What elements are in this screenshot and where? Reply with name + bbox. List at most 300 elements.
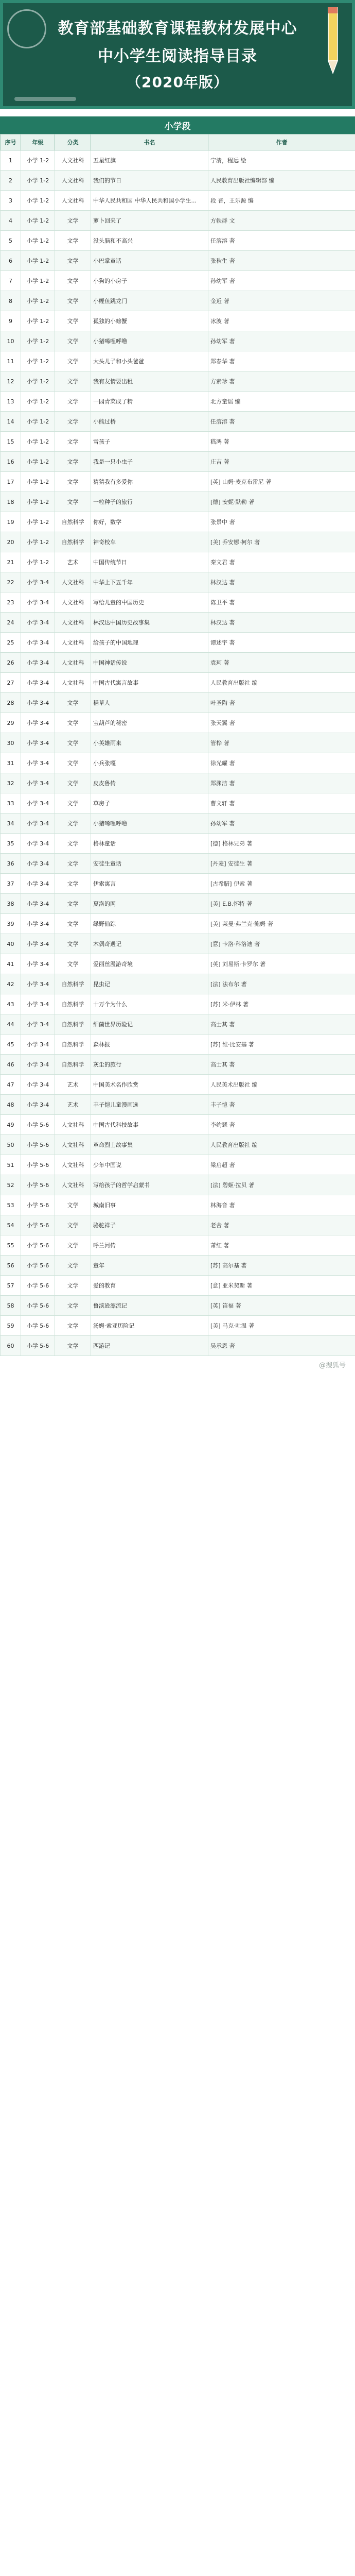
row-number: 46 xyxy=(1,1055,21,1075)
row-category: 人文社科 xyxy=(55,673,91,693)
table-row xyxy=(1,613,355,633)
row-grade: 小学 5-6 xyxy=(21,1276,55,1296)
row-category: 文学 xyxy=(55,1215,91,1235)
table-row xyxy=(1,251,355,271)
row-book-title: 孤独的小螃蟹 xyxy=(91,311,208,331)
book-list-table xyxy=(0,134,355,1356)
row-category: 文学 xyxy=(55,894,91,914)
row-number: 16 xyxy=(1,452,21,472)
row-category: 艺术 xyxy=(55,1095,91,1115)
row-number: 10 xyxy=(1,331,21,351)
row-category: 人文社科 xyxy=(55,572,91,592)
table-row xyxy=(1,1095,355,1115)
row-book-title: 没头脑和不高兴 xyxy=(91,231,208,251)
row-grade: 小学 3-4 xyxy=(21,994,55,1014)
row-number: 57 xyxy=(1,1276,21,1296)
row-author: 方素珍 著 xyxy=(208,371,355,392)
row-book-title: 大头儿子和小头爸爸 xyxy=(91,351,208,371)
row-author: 高士其 著 xyxy=(208,1055,355,1075)
row-number: 25 xyxy=(1,633,21,653)
row-author: 孙幼军 著 xyxy=(208,814,355,834)
row-author: 萧红 著 xyxy=(208,1235,355,1256)
row-book-title: 伊索寓言 xyxy=(91,874,208,894)
table-row xyxy=(1,673,355,693)
row-author: 郑春华 著 xyxy=(208,351,355,371)
row-author: [美] 莱曼·弗兰克·鲍姆 著 xyxy=(208,914,355,934)
row-number: 2 xyxy=(1,171,21,191)
row-grade: 小学 1-2 xyxy=(21,171,55,191)
table-row xyxy=(1,512,355,532)
table-row xyxy=(1,150,355,171)
row-category: 文学 xyxy=(55,412,91,432)
row-category: 文学 xyxy=(55,793,91,814)
row-author: 庄吉 著 xyxy=(208,452,355,472)
row-book-title: 细菌世界历险记 xyxy=(91,1014,208,1035)
row-number: 7 xyxy=(1,271,21,291)
row-author: [美] E.B.怀特 著 xyxy=(208,894,355,914)
row-category: 人文社科 xyxy=(55,1135,91,1155)
row-category: 文学 xyxy=(55,814,91,834)
row-number: 17 xyxy=(1,472,21,492)
row-category: 艺术 xyxy=(55,1075,91,1095)
row-category: 人文社科 xyxy=(55,171,91,191)
table-row xyxy=(1,633,355,653)
row-category: 人文社科 xyxy=(55,1115,91,1135)
row-author: [法] 法布尔 著 xyxy=(208,974,355,994)
row-number: 13 xyxy=(1,392,21,412)
row-book-title: 雪孩子 xyxy=(91,432,208,452)
row-grade: 小学 3-4 xyxy=(21,592,55,613)
table-row xyxy=(1,331,355,351)
row-grade: 小学 5-6 xyxy=(21,1336,55,1356)
row-book-title: 我们的节日 xyxy=(91,171,208,191)
row-grade: 小学 3-4 xyxy=(21,814,55,834)
row-category: 文学 xyxy=(55,834,91,854)
row-category: 文学 xyxy=(55,432,91,452)
row-book-title: 爱的教育 xyxy=(91,1276,208,1296)
table-row xyxy=(1,552,355,572)
row-book-title: 小鲤鱼跳龙门 xyxy=(91,291,208,311)
row-book-title: 木偶奇遇记 xyxy=(91,934,208,954)
row-grade: 小学 1-2 xyxy=(21,492,55,512)
row-number: 30 xyxy=(1,733,21,753)
table-row xyxy=(1,1055,355,1075)
row-book-title: 骆驼祥子 xyxy=(91,1215,208,1235)
row-author: [英] 笛福 著 xyxy=(208,1296,355,1316)
row-author: [丹麦] 安徒生 著 xyxy=(208,854,355,874)
row-category: 文学 xyxy=(55,934,91,954)
row-number: 59 xyxy=(1,1316,21,1336)
row-number: 1 xyxy=(1,150,21,171)
table-row xyxy=(1,894,355,914)
row-number: 23 xyxy=(1,592,21,613)
table-row xyxy=(1,1115,355,1135)
row-number: 9 xyxy=(1,311,21,331)
row-number: 42 xyxy=(1,974,21,994)
row-category: 文学 xyxy=(55,452,91,472)
row-number: 20 xyxy=(1,532,21,552)
row-author: 林汉达 著 xyxy=(208,572,355,592)
row-grade: 小学 1-2 xyxy=(21,211,55,231)
row-number: 4 xyxy=(1,211,21,231)
row-number: 37 xyxy=(1,874,21,894)
row-number: 22 xyxy=(1,572,21,592)
row-book-title: 城南旧事 xyxy=(91,1195,208,1215)
row-grade: 小学 3-4 xyxy=(21,1075,55,1095)
chalk-circle-decoration xyxy=(7,9,46,48)
row-category: 人文社科 xyxy=(55,633,91,653)
row-author: [德] 格林兄弟 著 xyxy=(208,834,355,854)
row-grade: 小学 3-4 xyxy=(21,613,55,633)
table-row xyxy=(1,1215,355,1235)
row-author: 叶圣陶 著 xyxy=(208,693,355,713)
row-category: 人文社科 xyxy=(55,1175,91,1195)
row-grade: 小学 1-2 xyxy=(21,331,55,351)
row-number: 21 xyxy=(1,552,21,572)
row-author: [意] 亚米契斯 著 xyxy=(208,1276,355,1296)
table-row xyxy=(1,753,355,773)
row-category: 人文社科 xyxy=(55,191,91,211)
row-category: 文学 xyxy=(55,954,91,974)
row-category: 艺术 xyxy=(55,552,91,572)
table-row xyxy=(1,1014,355,1035)
row-category: 文学 xyxy=(55,693,91,713)
row-grade: 小学 1-2 xyxy=(21,191,55,211)
row-book-title: 林汉达中国历史故事集 xyxy=(91,613,208,633)
row-number: 14 xyxy=(1,412,21,432)
row-book-title: 皮皮鲁传 xyxy=(91,773,208,793)
row-book-title: 五星红旗 xyxy=(91,150,208,171)
row-grade: 小学 1-2 xyxy=(21,512,55,532)
row-author: 张景中 著 xyxy=(208,512,355,532)
row-grade: 小学 5-6 xyxy=(21,1215,55,1235)
row-author: 谭述宇 著 xyxy=(208,633,355,653)
row-number: 39 xyxy=(1,914,21,934)
row-category: 文学 xyxy=(55,753,91,773)
row-book-title: 爱丽丝漫游奇境 xyxy=(91,954,208,974)
row-category: 文学 xyxy=(55,492,91,512)
row-grade: 小学 1-2 xyxy=(21,532,55,552)
table-row xyxy=(1,653,355,673)
table-row xyxy=(1,572,355,592)
row-book-title: 中国古代科技故事 xyxy=(91,1115,208,1135)
row-grade: 小学 3-4 xyxy=(21,733,55,753)
row-number: 15 xyxy=(1,432,21,452)
row-book-title: 中华人民共和国 中华人民共和国小学生... xyxy=(91,191,208,211)
row-book-title: 猜猜我有多爱你 xyxy=(91,472,208,492)
row-grade: 小学 1-2 xyxy=(21,552,55,572)
row-grade: 小学 3-4 xyxy=(21,713,55,733)
row-author: 孙幼军 著 xyxy=(208,271,355,291)
row-book-title: 汤姆·索亚历险记 xyxy=(91,1316,208,1336)
row-author: 方轶群 文 xyxy=(208,211,355,231)
row-author: [意] 卡洛·科洛迪 著 xyxy=(208,934,355,954)
row-number: 56 xyxy=(1,1256,21,1276)
table-row xyxy=(1,191,355,211)
column-header-author: 作者 xyxy=(208,134,355,150)
row-grade: 小学 5-6 xyxy=(21,1296,55,1316)
row-book-title: 中国古代寓言故事 xyxy=(91,673,208,693)
row-category: 自然科学 xyxy=(55,1014,91,1035)
row-author: 陈卫平 著 xyxy=(208,592,355,613)
row-author: [英] 刘易斯·卡罗尔 著 xyxy=(208,954,355,974)
row-number: 55 xyxy=(1,1235,21,1256)
row-category: 文学 xyxy=(55,1276,91,1296)
row-grade: 小学 3-4 xyxy=(21,1014,55,1035)
row-author: 高士其 著 xyxy=(208,1014,355,1035)
row-category: 文学 xyxy=(55,713,91,733)
row-number: 43 xyxy=(1,994,21,1014)
row-grade: 小学 3-4 xyxy=(21,753,55,773)
row-number: 50 xyxy=(1,1135,21,1155)
table-row xyxy=(1,954,355,974)
row-category: 文学 xyxy=(55,231,91,251)
row-category: 文学 xyxy=(55,1235,91,1256)
row-number: 8 xyxy=(1,291,21,311)
row-grade: 小学 3-4 xyxy=(21,673,55,693)
row-grade: 小学 1-2 xyxy=(21,271,55,291)
row-book-title: 宝葫芦的秘密 xyxy=(91,713,208,733)
row-grade: 小学 3-4 xyxy=(21,1035,55,1055)
row-category: 人文社科 xyxy=(55,653,91,673)
row-grade: 小学 1-2 xyxy=(21,351,55,371)
row-author: 张秋生 著 xyxy=(208,251,355,271)
row-grade: 小学 3-4 xyxy=(21,793,55,814)
row-category: 文学 xyxy=(55,291,91,311)
row-book-title: 夏洛的网 xyxy=(91,894,208,914)
table-row xyxy=(1,1235,355,1256)
row-grade: 小学 3-4 xyxy=(21,834,55,854)
row-number: 32 xyxy=(1,773,21,793)
row-category: 文学 xyxy=(55,1195,91,1215)
row-author: 曹文轩 著 xyxy=(208,793,355,814)
table-row xyxy=(1,392,355,412)
row-author: [美] 马克·吐温 著 xyxy=(208,1316,355,1336)
row-category: 文学 xyxy=(55,251,91,271)
row-number: 11 xyxy=(1,351,21,371)
row-book-title: 格林童话 xyxy=(91,834,208,854)
row-book-title: 中华上下五千年 xyxy=(91,572,208,592)
row-number: 51 xyxy=(1,1155,21,1175)
row-grade: 小学 1-2 xyxy=(21,432,55,452)
column-header-number: 序号 xyxy=(1,134,21,150)
table-row xyxy=(1,974,355,994)
row-category: 文学 xyxy=(55,211,91,231)
row-category: 文学 xyxy=(55,1316,91,1336)
table-row xyxy=(1,532,355,552)
row-book-title: 革命烈士故事集 xyxy=(91,1135,208,1155)
row-author: 任溶溶 著 xyxy=(208,412,355,432)
row-book-title: 小英雄雨来 xyxy=(91,733,208,753)
row-category: 文学 xyxy=(55,271,91,291)
row-book-title: 中国神话传说 xyxy=(91,653,208,673)
row-author: 老舍 著 xyxy=(208,1215,355,1235)
row-book-title: 神奇校车 xyxy=(91,532,208,552)
row-book-title: 昆虫记 xyxy=(91,974,208,994)
table-row xyxy=(1,452,355,472)
row-author: 嵇鸿 著 xyxy=(208,432,355,452)
row-author: 金近 著 xyxy=(208,291,355,311)
row-author: 人民美术出版社 编 xyxy=(208,1075,355,1095)
row-category: 文学 xyxy=(55,351,91,371)
row-category: 自然科学 xyxy=(55,1035,91,1055)
row-author: 人民教育出版社编辑部 编 xyxy=(208,171,355,191)
row-author: 管桦 著 xyxy=(208,733,355,753)
section-title: 小学段 xyxy=(164,121,191,132)
row-grade: 小学 1-2 xyxy=(21,392,55,412)
column-header-title: 书名 xyxy=(91,134,208,150)
chalk-decoration xyxy=(14,97,76,101)
table-row xyxy=(1,1035,355,1055)
footer-area xyxy=(0,1356,355,1377)
row-author: 丰子恺 著 xyxy=(208,1095,355,1115)
table-row xyxy=(1,713,355,733)
row-grade: 小学 3-4 xyxy=(21,914,55,934)
table-row xyxy=(1,874,355,894)
row-grade: 小学 1-2 xyxy=(21,412,55,432)
row-category: 自然科学 xyxy=(55,512,91,532)
table-row xyxy=(1,211,355,231)
row-grade: 小学 1-2 xyxy=(21,371,55,392)
row-category: 文学 xyxy=(55,1296,91,1316)
row-number: 47 xyxy=(1,1075,21,1095)
table-row xyxy=(1,592,355,613)
row-book-title: 小猪唏哩呼噜 xyxy=(91,331,208,351)
row-category: 文学 xyxy=(55,371,91,392)
row-grade: 小学 1-2 xyxy=(21,231,55,251)
row-number: 31 xyxy=(1,753,21,773)
row-grade: 小学 3-4 xyxy=(21,572,55,592)
row-number: 36 xyxy=(1,854,21,874)
page-header xyxy=(0,0,355,109)
table-row xyxy=(1,291,355,311)
row-grade: 小学 3-4 xyxy=(21,874,55,894)
row-number: 6 xyxy=(1,251,21,271)
table-row xyxy=(1,1075,355,1095)
row-number: 58 xyxy=(1,1296,21,1316)
row-category: 文学 xyxy=(55,733,91,753)
row-number: 38 xyxy=(1,894,21,914)
row-book-title: 萝卜回来了 xyxy=(91,211,208,231)
table-row xyxy=(1,773,355,793)
row-grade: 小学 3-4 xyxy=(21,653,55,673)
row-grade: 小学 3-4 xyxy=(21,974,55,994)
row-book-title: 小熊过桥 xyxy=(91,412,208,432)
row-category: 文学 xyxy=(55,472,91,492)
row-author: 任溶溶 著 xyxy=(208,231,355,251)
table-row xyxy=(1,934,355,954)
table-row xyxy=(1,814,355,834)
table-header-row xyxy=(1,134,355,150)
row-book-title: 呼兰河传 xyxy=(91,1235,208,1256)
row-number: 54 xyxy=(1,1215,21,1235)
row-author: 宁清，程远 绘 xyxy=(208,150,355,171)
row-book-title: 鲁滨逊漂流记 xyxy=(91,1296,208,1316)
row-number: 35 xyxy=(1,834,21,854)
row-category: 文学 xyxy=(55,392,91,412)
table-row xyxy=(1,472,355,492)
row-book-title: 小狗的小房子 xyxy=(91,271,208,291)
table-row xyxy=(1,854,355,874)
row-category: 自然科学 xyxy=(55,532,91,552)
table-row xyxy=(1,432,355,452)
row-category: 文学 xyxy=(55,914,91,934)
row-author: 冰波 著 xyxy=(208,311,355,331)
row-grade: 小学 5-6 xyxy=(21,1135,55,1155)
row-grade: 小学 5-6 xyxy=(21,1256,55,1276)
table-row xyxy=(1,371,355,392)
row-number: 19 xyxy=(1,512,21,532)
row-number: 26 xyxy=(1,653,21,673)
table-row xyxy=(1,1135,355,1155)
row-number: 29 xyxy=(1,713,21,733)
row-grade: 小学 3-4 xyxy=(21,1095,55,1115)
row-book-title: 你好，数学 xyxy=(91,512,208,532)
row-category: 人文社科 xyxy=(55,1155,91,1175)
row-grade: 小学 1-2 xyxy=(21,472,55,492)
row-number: 24 xyxy=(1,613,21,633)
row-author: 郑渊洁 著 xyxy=(208,773,355,793)
table-row xyxy=(1,1155,355,1175)
row-author: 人民教育出版社 编 xyxy=(208,673,355,693)
row-author: 吴承恩 著 xyxy=(208,1336,355,1356)
row-number: 41 xyxy=(1,954,21,974)
row-grade: 小学 3-4 xyxy=(21,693,55,713)
row-category: 人文社科 xyxy=(55,150,91,171)
table-row xyxy=(1,351,355,371)
table-row xyxy=(1,1336,355,1356)
row-number: 52 xyxy=(1,1175,21,1195)
row-category: 文学 xyxy=(55,311,91,331)
row-book-title: 十万个为什么 xyxy=(91,994,208,1014)
row-book-title: 给孩子的中国地理 xyxy=(91,633,208,653)
row-author: [苏] 维·比安基 著 xyxy=(208,1035,355,1055)
row-category: 人文社科 xyxy=(55,613,91,633)
row-grade: 小学 1-2 xyxy=(21,291,55,311)
row-category: 文学 xyxy=(55,1256,91,1276)
row-book-title: 中国传统节日 xyxy=(91,552,208,572)
column-header-grade: 年级 xyxy=(21,134,55,150)
row-grade: 小学 5-6 xyxy=(21,1195,55,1215)
row-book-title: 西游记 xyxy=(91,1336,208,1356)
row-grade: 小学 3-4 xyxy=(21,1055,55,1075)
row-grade: 小学 3-4 xyxy=(21,633,55,653)
table-row xyxy=(1,693,355,713)
row-book-title: 稻草人 xyxy=(91,693,208,713)
row-category: 文学 xyxy=(55,773,91,793)
table-row xyxy=(1,994,355,1014)
table-row xyxy=(1,914,355,934)
row-author: 梁启超 著 xyxy=(208,1155,355,1175)
row-book-title: 童年 xyxy=(91,1256,208,1276)
row-book-title: 安徒生童话 xyxy=(91,854,208,874)
row-number: 33 xyxy=(1,793,21,814)
row-book-title: 写给儿童的中国历史 xyxy=(91,592,208,613)
table-row xyxy=(1,733,355,753)
table-row xyxy=(1,1296,355,1316)
row-author: [美] 乔安娜·柯尔 著 xyxy=(208,532,355,552)
row-category: 文学 xyxy=(55,854,91,874)
row-author: [苏] 米·伊林 著 xyxy=(208,994,355,1014)
row-author: 李约瑟 著 xyxy=(208,1115,355,1135)
row-category: 文学 xyxy=(55,874,91,894)
table-row xyxy=(1,492,355,512)
row-number: 27 xyxy=(1,673,21,693)
row-book-title: 绿野仙踪 xyxy=(91,914,208,934)
table-row xyxy=(1,1175,355,1195)
row-book-title: 少年中国说 xyxy=(91,1155,208,1175)
table-row xyxy=(1,1256,355,1276)
